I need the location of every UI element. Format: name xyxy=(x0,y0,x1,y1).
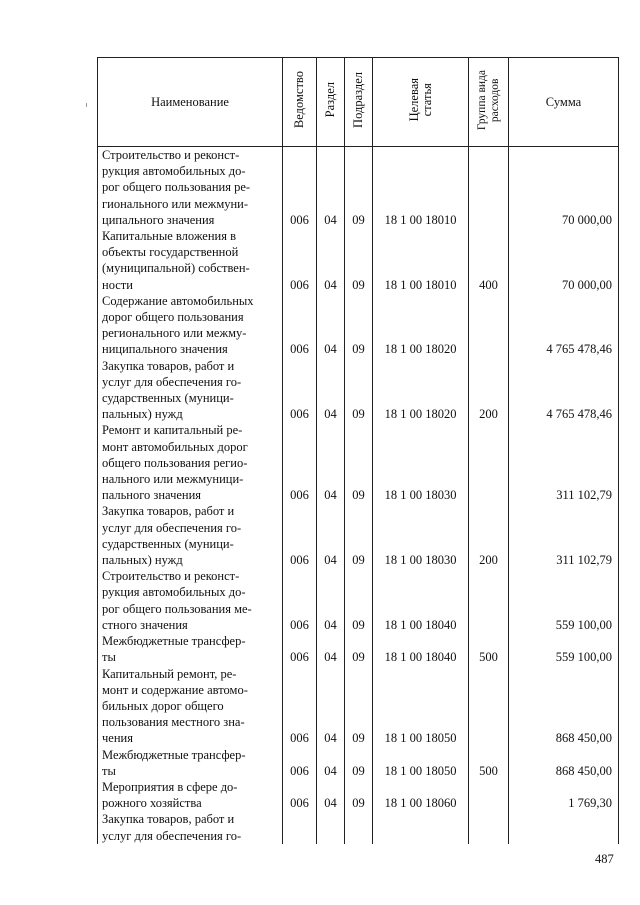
row-name: Закупка товаров, работ и услуг для обеспечения го- сударственных (муници- пальных) нужд xyxy=(98,503,283,568)
table-row xyxy=(98,747,619,779)
row-vedomstvo: 006 xyxy=(283,358,317,423)
header-razdel: Раздел xyxy=(317,58,345,147)
row-razdel: 04 xyxy=(317,747,345,779)
row-summa: 868 450,00 xyxy=(509,747,619,779)
row-summa: 70 000,00 xyxy=(509,228,619,293)
row-name: Строительство и реконст- рукция автомобильных до- рог общего пользования ме- стного значения xyxy=(98,568,283,633)
row-celevaya: 18 1 00 18010 xyxy=(373,228,469,293)
table-row xyxy=(98,228,619,293)
table-row xyxy=(98,568,619,633)
table-row xyxy=(98,503,619,568)
row-vedomstvo: 006 xyxy=(283,503,317,568)
row-razdel xyxy=(317,811,345,843)
row-gruppa xyxy=(469,422,509,503)
row-podrazdel: 09 xyxy=(345,503,373,568)
table-row xyxy=(98,422,619,503)
row-razdel: 04 xyxy=(317,666,345,747)
header-name: Наименование xyxy=(98,58,283,147)
row-podrazdel: 09 xyxy=(345,666,373,747)
row-razdel: 04 xyxy=(317,228,345,293)
row-gruppa: 200 xyxy=(469,358,509,423)
row-name: Строительство и реконст- рукция автомобильных до- рог общего пользования ре- гионального или межмуни- ципального значения xyxy=(98,147,283,229)
row-summa: 311 102,79 xyxy=(509,422,619,503)
row-celevaya: 18 1 00 18010 xyxy=(373,147,469,229)
row-summa: 559 100,00 xyxy=(509,568,619,633)
row-name: Мероприятия в сфере до- рожного хозяйства xyxy=(98,779,283,811)
row-celevaya: 18 1 00 18020 xyxy=(373,293,469,358)
row-summa: 559 100,00 xyxy=(509,633,619,665)
row-name: Капитальный ремонт, ре- монт и содержание автомо- бильных дорог общего пользования местного зна- чения xyxy=(98,666,283,747)
header-gruppa: Группа вида расходов xyxy=(469,58,509,147)
row-gruppa: 500 xyxy=(469,747,509,779)
row-summa: 311 102,79 xyxy=(509,503,619,568)
row-vedomstvo: 006 xyxy=(283,666,317,747)
row-razdel: 04 xyxy=(317,147,345,229)
row-name: Межбюджетные трансфер- ты xyxy=(98,747,283,779)
table-header-row xyxy=(98,58,619,147)
row-summa xyxy=(509,811,619,843)
row-gruppa xyxy=(469,811,509,843)
row-summa: 1 769,30 xyxy=(509,779,619,811)
row-razdel: 04 xyxy=(317,358,345,423)
row-celevaya: 18 1 00 18060 xyxy=(373,779,469,811)
header-summa: Сумма xyxy=(509,58,619,147)
table-row xyxy=(98,293,619,358)
row-name: Межбюджетные трансфер- ты xyxy=(98,633,283,665)
header-vedomstvo: Ведомство xyxy=(283,58,317,147)
row-gruppa xyxy=(469,779,509,811)
table-row xyxy=(98,358,619,423)
row-razdel: 04 xyxy=(317,633,345,665)
row-podrazdel xyxy=(345,811,373,843)
row-summa: 4 765 478,46 xyxy=(509,293,619,358)
row-celevaya: 18 1 00 18040 xyxy=(373,633,469,665)
row-razdel: 04 xyxy=(317,293,345,358)
row-gruppa: 400 xyxy=(469,228,509,293)
row-vedomstvo: 006 xyxy=(283,228,317,293)
row-summa: 4 765 478,46 xyxy=(509,358,619,423)
row-podrazdel: 09 xyxy=(345,568,373,633)
row-gruppa: 200 xyxy=(469,503,509,568)
row-celevaya: 18 1 00 18040 xyxy=(373,568,469,633)
row-podrazdel: 09 xyxy=(345,779,373,811)
row-podrazdel: 09 xyxy=(345,422,373,503)
row-podrazdel: 09 xyxy=(345,747,373,779)
row-name: Закупка товаров, работ и услуг для обеспечения го- xyxy=(98,811,283,843)
margin-tick xyxy=(86,103,87,107)
row-summa: 70 000,00 xyxy=(509,147,619,229)
row-razdel: 04 xyxy=(317,503,345,568)
table-row xyxy=(98,811,619,843)
row-vedomstvo: 006 xyxy=(283,779,317,811)
budget-table xyxy=(97,57,619,844)
header-podrazdel: Подраздел xyxy=(345,58,373,147)
row-vedomstvo: 006 xyxy=(283,293,317,358)
row-celevaya: 18 1 00 18050 xyxy=(373,666,469,747)
table-row xyxy=(98,147,619,229)
row-gruppa xyxy=(469,147,509,229)
header-celevaya: Целевая статья xyxy=(373,58,469,147)
row-celevaya: 18 1 00 18020 xyxy=(373,358,469,423)
row-celevaya xyxy=(373,811,469,843)
row-podrazdel: 09 xyxy=(345,633,373,665)
row-name: Содержание автомобильных дорог общего пользования регионального или межму- ниципального значения xyxy=(98,293,283,358)
row-podrazdel: 09 xyxy=(345,293,373,358)
row-razdel: 04 xyxy=(317,779,345,811)
row-vedomstvo: 006 xyxy=(283,568,317,633)
row-celevaya: 18 1 00 18030 xyxy=(373,422,469,503)
row-celevaya: 18 1 00 18030 xyxy=(373,503,469,568)
row-name: Ремонт и капитальный ре- монт автомобильных дорог общего пользования регио- нального или межмуници- пального значения xyxy=(98,422,283,503)
row-summa: 868 450,00 xyxy=(509,666,619,747)
row-vedomstvo: 006 xyxy=(283,747,317,779)
row-podrazdel: 09 xyxy=(345,147,373,229)
page-number: 487 xyxy=(595,852,614,866)
table-row xyxy=(98,779,619,811)
row-celevaya: 18 1 00 18050 xyxy=(373,747,469,779)
row-razdel: 04 xyxy=(317,422,345,503)
row-razdel: 04 xyxy=(317,568,345,633)
row-name: Закупка товаров, работ и услуг для обеспечения го- сударственных (муници- пальных) нужд xyxy=(98,358,283,423)
table-row xyxy=(98,633,619,665)
row-vedomstvo: 006 xyxy=(283,422,317,503)
row-name: Капитальные вложения в объекты государственной (муниципальной) собствен- ности xyxy=(98,228,283,293)
row-gruppa: 500 xyxy=(469,633,509,665)
row-vedomstvo: 006 xyxy=(283,633,317,665)
row-vedomstvo xyxy=(283,811,317,843)
row-podrazdel: 09 xyxy=(345,228,373,293)
row-vedomstvo: 006 xyxy=(283,147,317,229)
table-row xyxy=(98,666,619,747)
row-gruppa xyxy=(469,568,509,633)
row-gruppa xyxy=(469,666,509,747)
row-podrazdel: 09 xyxy=(345,358,373,423)
row-gruppa xyxy=(469,293,509,358)
